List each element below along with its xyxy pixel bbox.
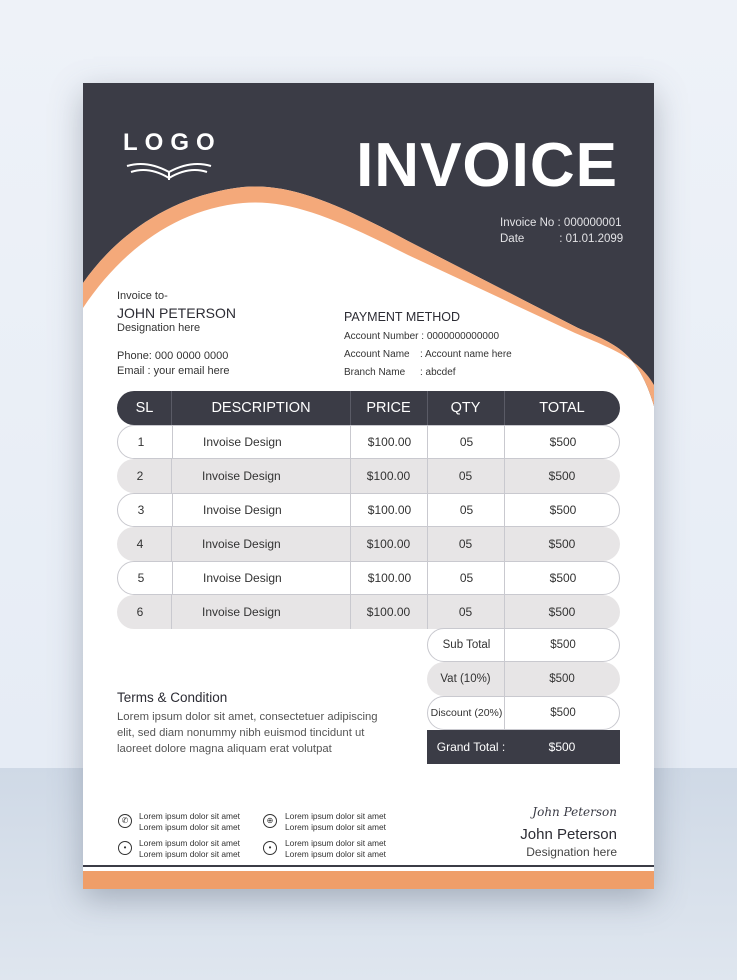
cell-price: $100.00	[367, 435, 412, 449]
branch-name-value: : abcdef	[420, 367, 456, 378]
cell-qty: 05	[459, 435, 474, 449]
cell-total: $500	[548, 605, 576, 619]
cell-description: Invoise Design	[202, 469, 281, 483]
cell-sl: 3	[137, 503, 145, 517]
grand-total-label: Grand Total :	[436, 740, 506, 754]
invoice-date	[500, 233, 623, 245]
contact-web-line-2: Lorem ipsum dolor sit amet	[285, 822, 387, 832]
cell-sl: 2	[136, 469, 144, 483]
terms-line-1: Lorem ipsum dolor sit amet, consectetuer adipiscing	[117, 711, 378, 723]
contact-web-text	[285, 811, 386, 833]
terms-line-2: elit, sed diam nonummy nibh euismod tincidunt ut	[117, 727, 365, 739]
account-name-value: : Account name here	[420, 349, 512, 360]
table-row	[117, 493, 620, 527]
cell-sl: 6	[136, 605, 144, 619]
cell-sl: 5	[137, 571, 145, 585]
contact-phone-text	[139, 811, 240, 833]
terms-title: Terms & Condition	[117, 690, 228, 705]
invoice-number-value: : 000000001	[557, 217, 622, 229]
subtotal-value: $500	[550, 639, 576, 651]
discount-value: $500	[550, 707, 576, 719]
discount-row	[427, 696, 620, 730]
footer-divider	[83, 865, 654, 867]
location-pin-icon: •	[118, 841, 132, 855]
contact-address-2-line-1: Lorem ipsum dolor sit amet	[285, 838, 387, 848]
open-book-icon	[125, 158, 213, 182]
header-total: TOTAL	[539, 400, 585, 416]
logo-text: LOGO	[123, 129, 222, 156]
date-label: Date	[500, 233, 525, 245]
contact-address-2-line-2: Lorem ipsum dolor sit amet	[285, 849, 387, 859]
signer-designation: Designation here	[526, 845, 617, 859]
vat-value: $500	[549, 673, 575, 685]
header-price: PRICE	[366, 400, 411, 416]
cell-price: $100.00	[367, 503, 412, 517]
client-phone: Phone: 000 0000 0000	[117, 350, 229, 362]
cell-sl: 4	[136, 537, 144, 551]
cell-description: Invoise Design	[203, 503, 282, 517]
cell-description: Invoise Design	[202, 537, 281, 551]
subtotal-label: Sub Total	[442, 639, 491, 651]
account-number: Account Number : 0000000000000	[344, 331, 500, 342]
table-row	[117, 459, 620, 493]
cell-description: Invoise Design	[202, 605, 281, 619]
discount-label: Discount (20%)	[430, 707, 503, 719]
cell-total: $500	[548, 469, 576, 483]
table-row	[117, 561, 620, 595]
contact-address-line-2: Lorem ipsum dolor sit amet	[139, 849, 241, 859]
cell-description: Invoise Design	[203, 435, 282, 449]
location-pin-icon: •	[263, 841, 277, 855]
branch-name-label: Branch Name	[344, 367, 406, 378]
payment-method-title: PAYMENT METHOD	[344, 310, 460, 324]
cell-qty: 05	[458, 605, 473, 619]
globe-icon: ⊕	[263, 814, 277, 828]
items-table	[117, 391, 620, 629]
subtotal-row	[427, 628, 620, 662]
client-email: Email : your email here	[117, 365, 230, 377]
contact-phone-line-2: Lorem ipsum dolor sit amet	[139, 822, 241, 832]
table-row	[117, 527, 620, 561]
contact-phone-line-1: Lorem ipsum dolor sit amet	[139, 811, 241, 821]
account-name-label: Account Name	[344, 349, 410, 360]
cell-sl: 1	[137, 435, 145, 449]
cell-total: $500	[549, 503, 577, 517]
grand-total-row	[427, 730, 620, 764]
invoice-title: INVOICE	[356, 131, 618, 200]
cell-qty: 05	[459, 503, 474, 517]
header-description: DESCRIPTION	[211, 400, 311, 416]
vat-row	[427, 662, 620, 696]
cell-qty: 05	[458, 469, 473, 483]
contact-web-line-1: Lorem ipsum dolor sit amet	[285, 811, 387, 821]
table-row	[117, 595, 620, 629]
footer-accent-band	[83, 871, 654, 889]
table-header	[117, 391, 620, 425]
header-sl: SL	[135, 400, 154, 416]
cell-total: $500	[549, 435, 577, 449]
signer-name: John Peterson	[520, 826, 617, 843]
invoice-number	[500, 217, 622, 229]
signature: John Peterson	[532, 805, 617, 819]
cell-total: $500	[548, 537, 576, 551]
grand-total-value: $500	[548, 740, 576, 754]
cell-description: Invoise Design	[203, 571, 282, 585]
cell-price: $100.00	[366, 469, 411, 483]
invoice-number-label: Invoice No	[500, 217, 555, 229]
table-row	[117, 425, 620, 459]
client-name: JOHN PETERSON	[117, 305, 237, 321]
phone-icon: ✆	[118, 814, 132, 828]
client-designation: Designation here	[117, 322, 201, 334]
terms-line-3: laoreet dolore magna aliquam erat volutpat	[117, 743, 332, 755]
contact-address-text	[139, 838, 240, 860]
date-value: : 01.01.2099	[559, 233, 624, 245]
cell-qty: 05	[458, 537, 473, 551]
cell-qty: 05	[459, 571, 474, 585]
cell-total: $500	[549, 571, 577, 585]
cell-price: $100.00	[366, 537, 411, 551]
contact-address-line-1: Lorem ipsum dolor sit amet	[139, 838, 241, 848]
invoice-paper	[83, 83, 654, 889]
cell-price: $100.00	[367, 571, 412, 585]
cell-price: $100.00	[366, 605, 411, 619]
contact-address-2-text	[285, 838, 386, 860]
header-qty: QTY	[450, 400, 481, 416]
invoice-to-label: Invoice to-	[117, 290, 168, 302]
vat-label: Vat (10%)	[440, 673, 491, 685]
